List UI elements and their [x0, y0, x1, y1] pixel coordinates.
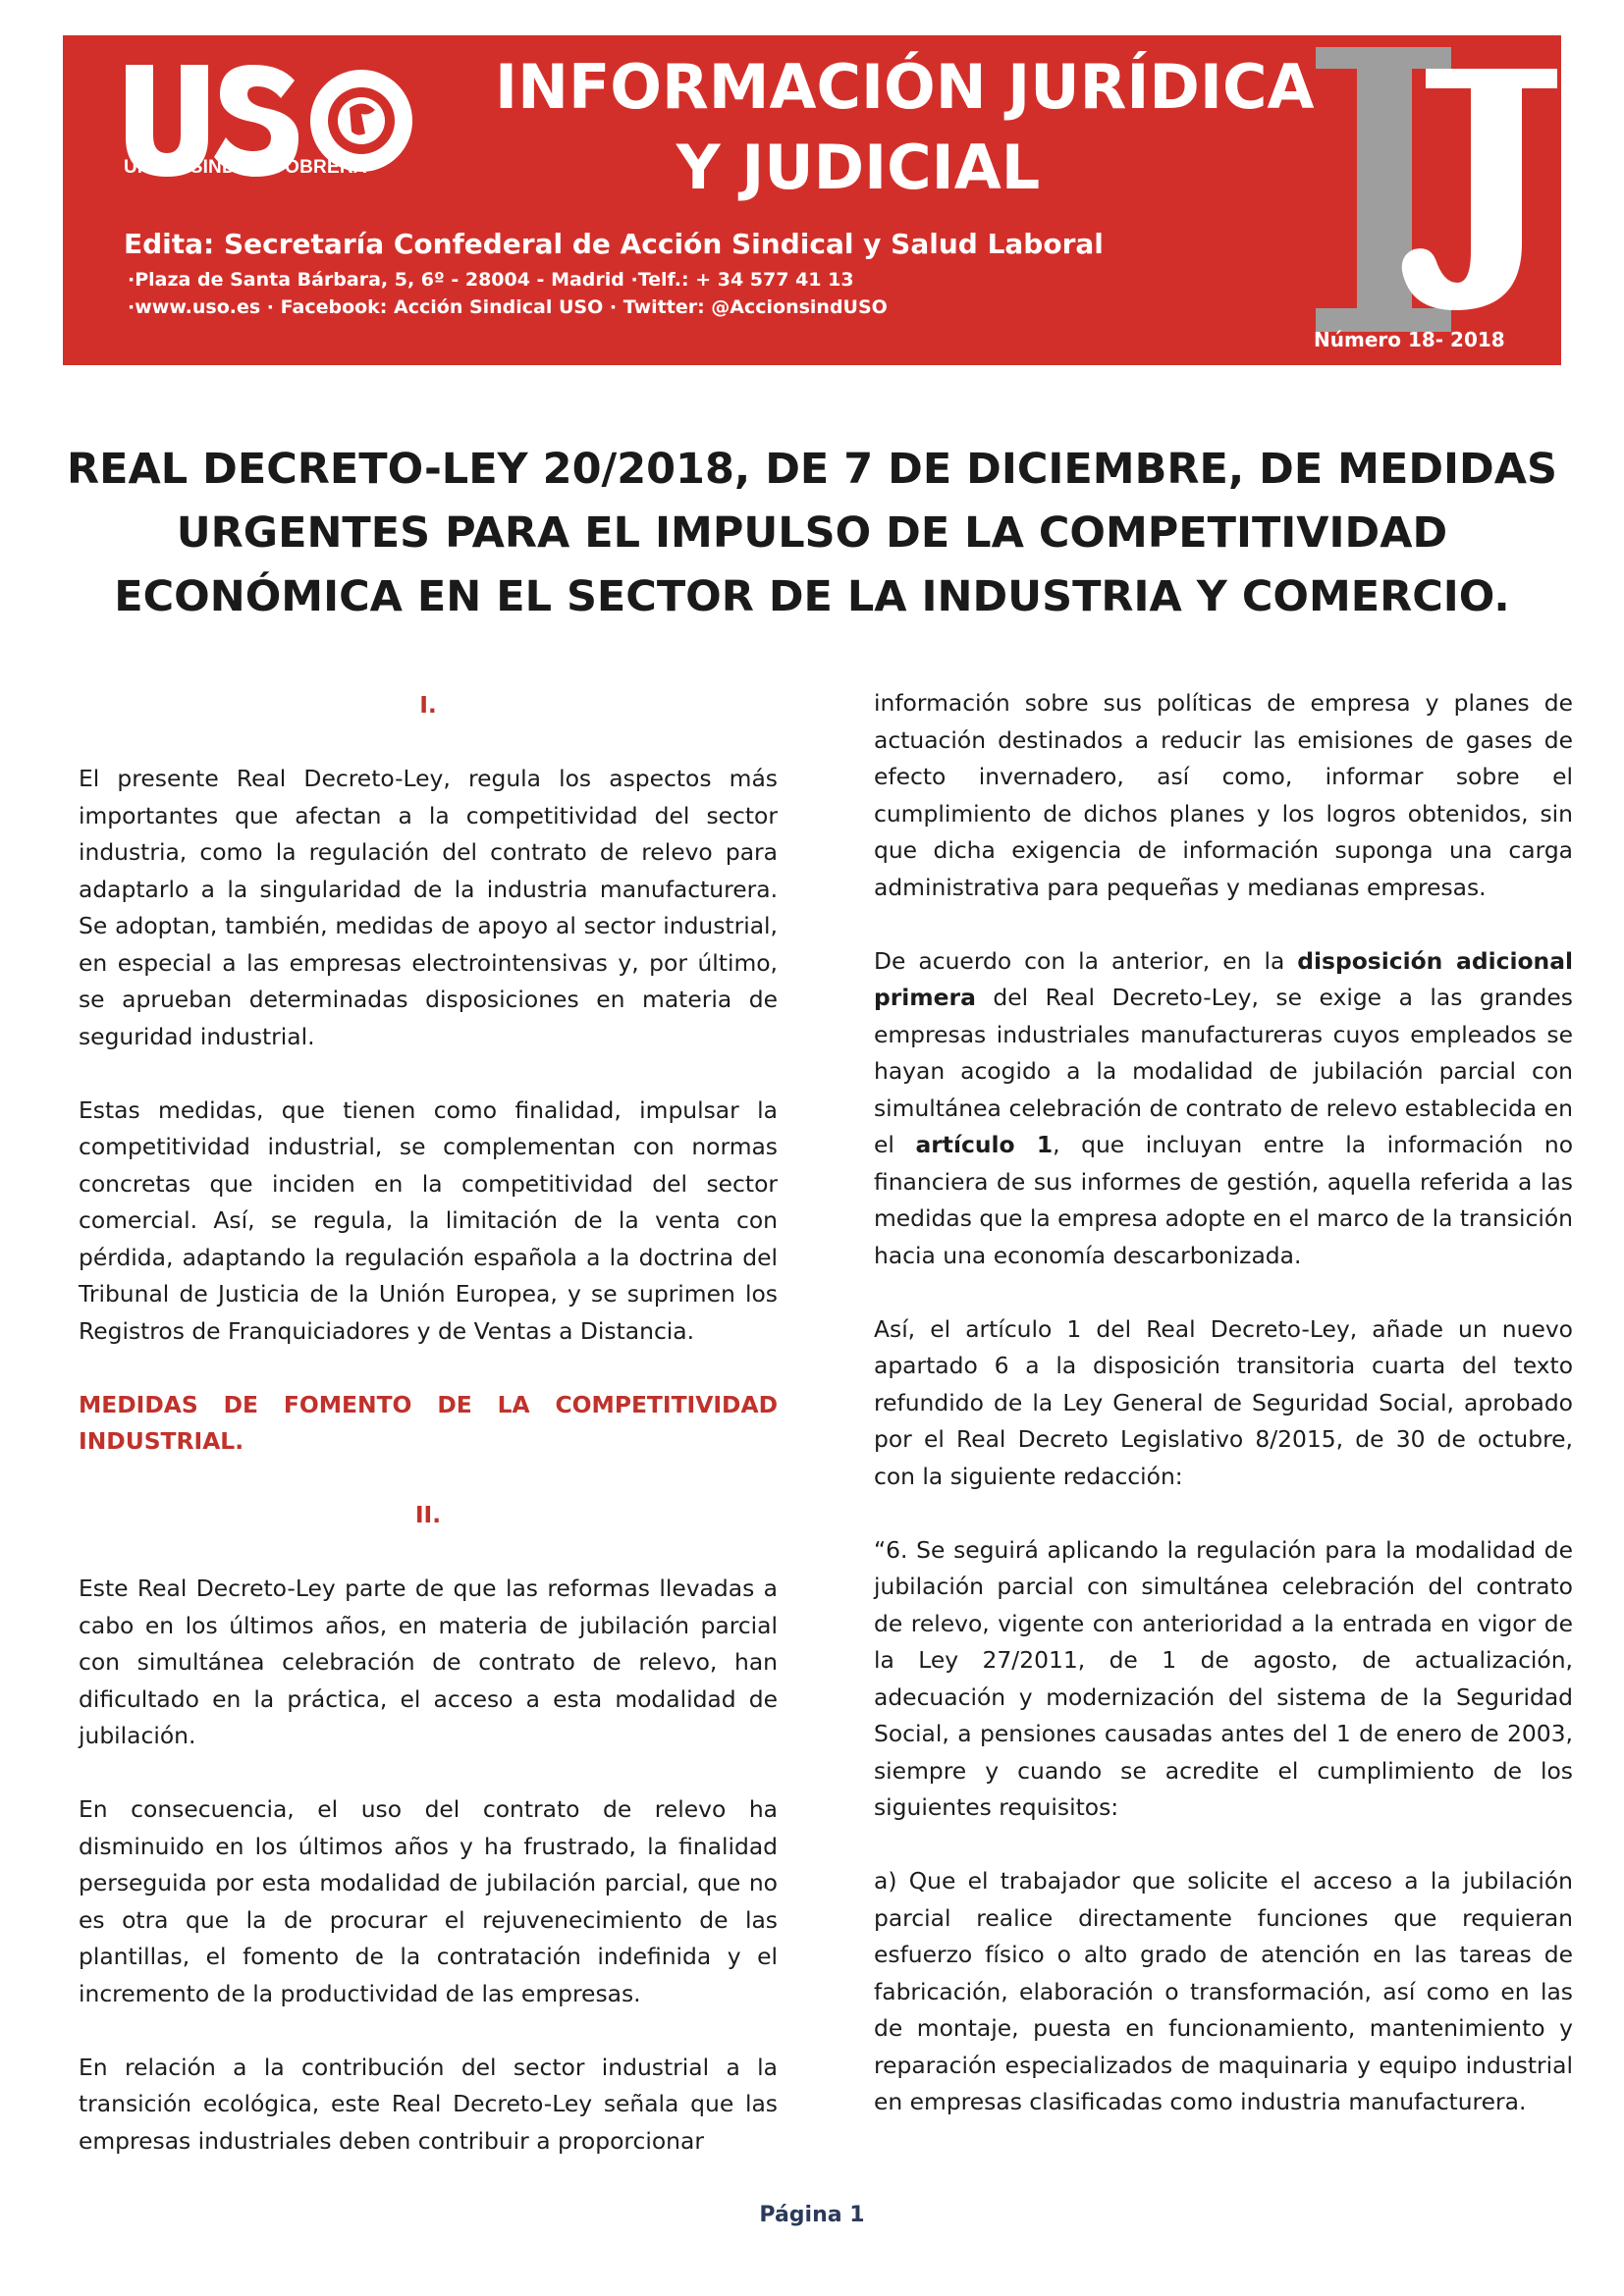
left-column	[79, 687, 778, 2160]
bold-reference: disposición adicional primera	[874, 946, 1574, 1011]
contact-web-social: ·www.uso.es · Facebook: Acción Sindical USO · Twitter: @AccionsindUSO	[128, 296, 888, 318]
paragraph: El presente Real Decreto-Ley, regula los aspectos más importantes que afectan a la competitividad del sector industria, como la regulación del contrato de relevo para adaptarlo a la singularidad de la industria manufacturera. Se adoptan, también, medidas de apoyo al sector industrial, en especial a las empresas electrointensivas y, por último, se aprueban determinadas disposiciones en materia de seguridad industrial.	[79, 765, 778, 1050]
publication-title-line2: Y JUDICIAL	[676, 132, 1041, 203]
paragraph: a) Que el trabajador que solicite el acceso a la jubilación parcial realice directamente funciones que requieran esfuerzo físico o alto grado de atención en las tareas de fabricación, elaboración o transformación, así como en las de montaje, puesta en funcionamiento, mantenimiento y reparación especializados de maquinaria y equipo industrial en empresas clasificadas como industria manufacturera.	[874, 1867, 1573, 2115]
document-title-line1: REAL DECRETO-LEY 20/2018, DE 7 DE DICIEMBRE, DE MEDIDAS	[67, 445, 1557, 494]
ij-monogram-icon	[1308, 35, 1561, 365]
paragraph: Este Real Decreto-Ley parte de que las reformas llevadas a cabo en los últimos años, en materia de jubilación parcial con simultánea celebración de contrato de relevo, han dificultado en la práctica, el acceso a esta modalidad de jubilación.	[79, 1575, 778, 1749]
section-number-2: II.	[414, 1501, 442, 1528]
issue-number: Número 18- 2018	[1314, 328, 1505, 351]
paragraph: En consecuencia, el uso del contrato de relevo ha disminuido en los últimos años y ha frustrado, la finalidad perseguida por esta modalidad de jubilación parcial, que no es otra que la de procurar el rejuvenecimiento de las plantillas, el fomento de la contratación indefinida y el incremento de la productividad de las empresas.	[79, 1795, 778, 2007]
text-run: De acuerdo con la anterior, en la	[874, 946, 1298, 975]
paragraph: Así, el artículo 1 del Real Decreto-Ley, añade un nuevo apartado 6 a la disposición transitoria cuarta del texto refundido de la Ley General de Seguridad Social, aprobado por el Real Decreto Legislativo 8/2015, de 30 de octubre, con la siguiente redacción:	[874, 1314, 1573, 1490]
document-title	[63, 438, 1561, 629]
uso-logo	[118, 59, 452, 226]
publication-title-line1: INFORMACIÓN JURÍDICA	[495, 51, 1315, 123]
section-number-1: I.	[419, 691, 437, 719]
logo-subtitle: UNIÓN SINDICAL OBRERA	[124, 157, 367, 178]
document-title-line2: URGENTES PARA EL IMPULSO DE LA COMPETITIVIDAD	[176, 508, 1448, 558]
paragraph	[874, 943, 1573, 1275]
paragraph: Estas medidas, que tienen como finalidad, impulsar la competitividad industrial, se complementan con normas concretas que inciden en la competitividad del sector comercial. Así, se regula, la limitación de la venta con pérdida, adaptando la regulación española a la doctrina del Tribunal de Justicia de la Unión Europea, y se suprimen los Registros de Franquiciadores y de Ventas a Distancia.	[79, 1095, 778, 1345]
page-number: Página 1	[759, 2203, 865, 2227]
right-column	[874, 685, 1573, 2121]
section-heading: MEDIDAS DE FOMENTO DE LA COMPETITIVIDAD INDUSTRIAL.	[79, 1390, 778, 1455]
document-title-line3: ECONÓMICA EN EL SECTOR DE LA INDUSTRIA Y COMERCIO.	[114, 572, 1510, 621]
text-run: , que incluyan entre la información no financiera de sus informes de gestión, aquella referida a las medidas que la empresa adopte en el marco de la transición hacia una economía descarbonizada.	[874, 1131, 1574, 1269]
text-run: del Real Decreto-Ley, se exige a las grandes empresas industriales manufactureras cuyos empleados se hayan acogido a la modalidad de jubilación parcial con simultánea celebración de contrato de relevo establecida en el	[874, 984, 1573, 1158]
paragraph: En relación a la contribución del sector industrial a la transición ecológica, este Real Decreto-Ley señala que las empresas industriales deben contribuir a proporcionar	[79, 2053, 778, 2155]
paragraph: información sobre sus políticas de empresa y planes de actuación destinados a reducir las emisiones de gases de efecto invernadero, así como, informar sobre el cumplimiento de dichos planes y los logros obtenidos, sin que dicha exigencia de información suponga una carga administrativa para pequeñas y medianas empresas.	[874, 689, 1573, 901]
paragraph: “6. Se seguirá aplicando la regulación para la modalidad de jubilación parcial con simultánea celebración del contrato de relevo, vigente con anterioridad a la entrada en vigor de la Ley 27/2011, de 1 de agosto, de actualización, adecuación y modernización del sistema de la Seguridad Social, a pensiones causadas antes del 1 de enero de 2003, siempre y cuando se acredite el cumplimiento de los siguientes requisitos:	[874, 1535, 1573, 1821]
publication-title	[495, 47, 1315, 208]
publisher-line: Edita: Secretaría Confederal de Acción Sindical y Salud Laboral	[124, 228, 1104, 260]
contact-address: ·Plaza de Santa Bárbara, 5, 6º - 28004 - Madrid ·Telf.: + 34 577 41 13	[128, 269, 854, 291]
bold-reference: artículo 1	[915, 1131, 1054, 1158]
header-banner	[63, 35, 1561, 365]
